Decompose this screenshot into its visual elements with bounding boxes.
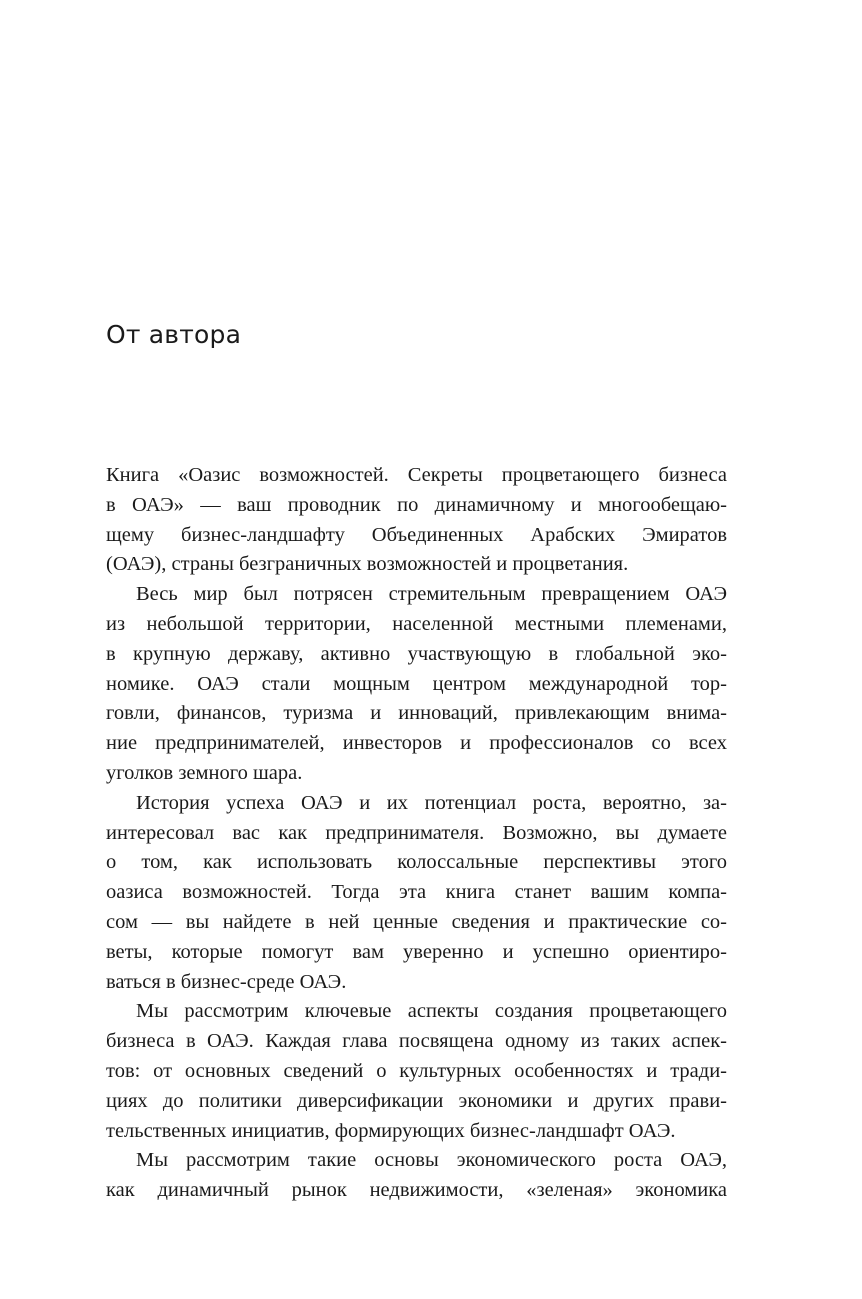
text-line: ваться в бизнес-среде ОАЭ. [106, 970, 347, 993]
text-line: (ОАЭ), страны безграничных возможностей и процветания. [106, 553, 629, 576]
text-line: говли, финансов, туризма и инноваций, привлекающим внима- [106, 702, 727, 725]
text-line: щему бизнес-ландшафту Объединенных Арабских Эмиратов [106, 523, 727, 546]
text-line: Весь мир был потрясен стремительным превращением ОАЭ [136, 583, 727, 606]
text-line: тов: от основных сведений о культурных особенностях и тради- [106, 1059, 727, 1082]
text-line: в ОАЭ» — ваш проводник по динамичному и многообещаю- [106, 493, 727, 516]
text-line: интересовал вас как предпринимателя. Возможно, вы думаете [106, 821, 727, 844]
text-line: о том, как использовать колоссальные перспективы этого [106, 851, 727, 874]
text-line: циях до политики диверсификации экономики и других прави- [106, 1089, 727, 1112]
text-line: уголков земного шара. [106, 761, 303, 784]
text-line: Мы рассмотрим ключевые аспекты создания процветающего [136, 1000, 727, 1023]
text-line: Книга «Оазис возможностей. Секреты процветающего бизнеса [106, 464, 727, 486]
text-line: бизнеса в ОАЭ. Каждая глава посвящена одному из таких аспек- [106, 1030, 727, 1053]
text-line: в крупную державу, активно участвующую в глобальной эко- [106, 642, 727, 665]
text-line: тельственных инициатив, формирующих бизнес-ландшафт ОАЭ. [106, 1119, 676, 1142]
text-line: номике. ОАЭ стали мощным центром международной тор- [106, 672, 727, 695]
text-line: веты, которые помогут вам уверенно и успешно ориентиро- [106, 940, 727, 963]
text-line: оазиса возможностей. Тогда эта книга станет вашим компа- [106, 881, 727, 904]
text-line: сом — вы найдете в ней ценные сведения и практические со- [106, 910, 727, 933]
chapter-title: От автора [106, 320, 242, 349]
text-line: из небольшой территории, населенной местными племенами, [106, 612, 727, 635]
text-line: Мы рассмотрим такие основы экономического роста ОАЭ, [136, 1149, 727, 1172]
body-text [106, 461, 727, 1206]
text-line: ние предпринимателей, инвесторов и профессионалов со всех [106, 732, 727, 755]
text-line: как динамичный рынок недвижимости, «зеленая» экономика [106, 1179, 727, 1202]
text-line: История успеха ОАЭ и их потенциал роста, вероятно, за- [136, 791, 727, 814]
